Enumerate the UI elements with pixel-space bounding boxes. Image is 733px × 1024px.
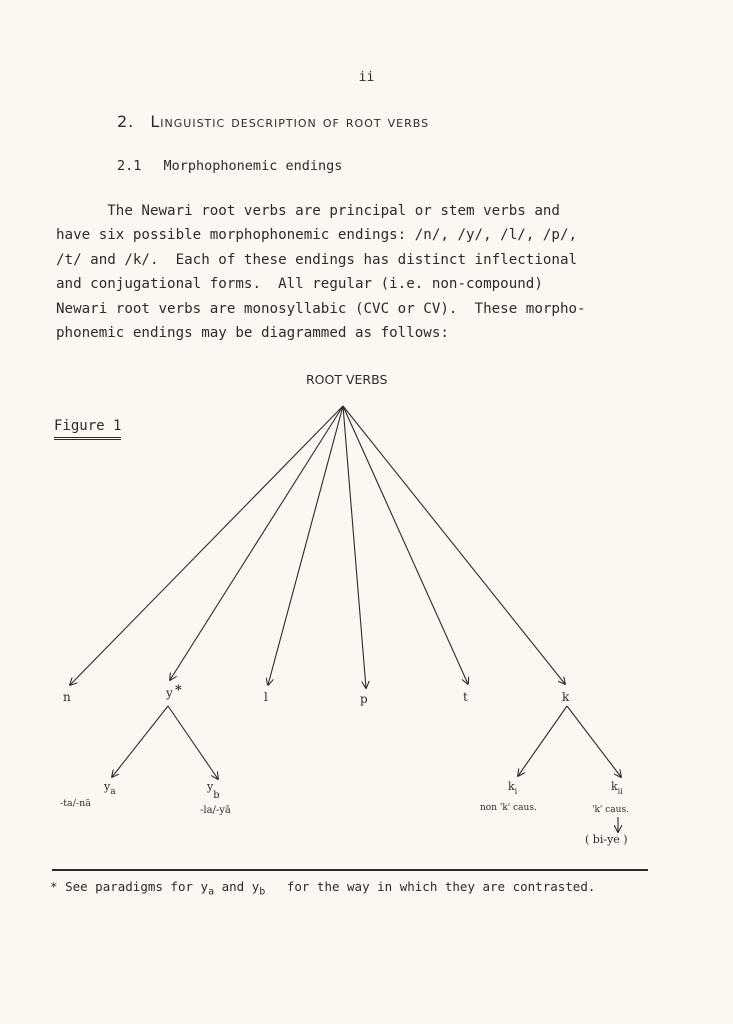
footnote-text-start: See paradigms for <box>65 879 193 894</box>
footnote-y-b: $y_b$ <box>251 879 266 898</box>
y-a-subscript: a <box>110 787 116 797</box>
k-ii-derived-form: ( bi-ye ) <box>585 833 628 846</box>
branch-line-y-a <box>112 706 168 777</box>
section-heading: Linguistic description of root verbs <box>150 112 430 131</box>
figure-label: Figure 1 <box>54 418 121 440</box>
k-i-node <box>508 780 518 796</box>
footnote-divider <box>52 869 648 871</box>
ending-n-label: n <box>63 690 71 704</box>
y-a-forms: -ta/-nā <box>60 798 91 809</box>
k-ii-forms: 'k' caus. <box>592 805 629 815</box>
paragraph-line: Newari root verbs are monosyllabic (CVC or CV). These morpho- <box>56 300 586 317</box>
branch-line-y <box>170 406 343 680</box>
ending-k-label: k <box>562 690 570 704</box>
paragraph-line: have six possible morphophonemic endings: /n/, /y/, /l/, /p/, <box>56 227 578 244</box>
k-i-subscript: i <box>514 787 518 796</box>
ending-l-label: l <box>264 690 268 704</box>
branch-line-k-i <box>518 706 567 776</box>
ending-t-label: t <box>463 690 468 704</box>
y-b-forms: -la/-yā <box>200 805 231 816</box>
branch-line-k <box>343 406 565 684</box>
ending-y-asterisk: * <box>175 683 182 698</box>
y-b-subscript: b <box>213 790 220 801</box>
footnote-y-a: $y_a$ <box>200 879 215 898</box>
paragraph-line: /t/ and /k/. Each of these endings has distinct inflectional <box>56 251 578 268</box>
y-b-node <box>206 780 220 801</box>
diagram-root-label: ROOT VERBS <box>306 372 388 387</box>
branch-line-l <box>268 406 343 685</box>
page-number: ii <box>358 70 375 85</box>
footnote-text-end: for the way in which they are contrasted. <box>286 879 596 894</box>
ending-p-label: p <box>360 692 368 706</box>
branch-line-n <box>70 406 343 685</box>
ending-y-label: y <box>166 686 173 700</box>
k-i-forms: non 'k' caus. <box>480 803 537 813</box>
paragraph-line: phonemic endings may be diagrammed as follows: <box>56 325 449 342</box>
paragraph-line: and conjugational forms. All regular (i.e. non-compound) <box>56 276 543 293</box>
footnote-and: and <box>221 879 245 894</box>
y-a-label: y <box>104 780 111 793</box>
branch-line-k-ii <box>567 706 621 777</box>
k-ii-label: k <box>611 780 618 793</box>
branch-line-y-b <box>168 706 218 779</box>
footnote <box>50 879 595 898</box>
subsection-number: 2.1 <box>117 158 142 174</box>
k-i-label: k <box>508 780 515 793</box>
k-ii-node <box>611 780 623 796</box>
y-a-node <box>103 780 116 797</box>
paragraph-line: The Newari root verbs are principal or stem verbs and <box>56 203 560 219</box>
footnote-marker: * <box>50 879 58 894</box>
y-b-label: y <box>207 780 214 793</box>
subsection-heading: Morphophonemic endings <box>163 158 343 174</box>
section-number: 2. <box>117 112 135 131</box>
k-ii-subscript: ii <box>617 787 623 796</box>
